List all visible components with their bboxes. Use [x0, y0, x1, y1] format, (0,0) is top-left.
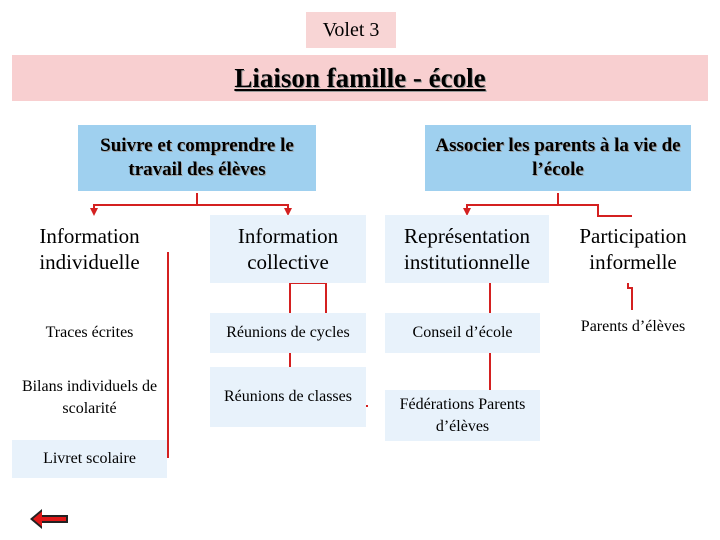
- item-bilans-individuels: Bilans individuels de scolarité: [21, 378, 158, 417]
- branch-left-to-individuelle: [94, 193, 197, 214]
- item-parents-eleves: Parents d’élèves: [580, 318, 686, 336]
- category-representation: Représentation institutionnelle: [385, 215, 549, 283]
- item-reunions-classes: Réunions de classes: [210, 367, 366, 427]
- header-follow-student-work: Suivre et comprendre le travail des élèves: [78, 125, 316, 191]
- branch-right-to-representation: [467, 193, 558, 214]
- item-federations-parents: Fédérations Parents d’élèves: [385, 390, 540, 441]
- item-livret-scolaire: Livret scolaire: [12, 440, 167, 478]
- category-info-individuelle: Information individuelle: [39, 223, 140, 274]
- category-info-collective: Information collective: [210, 215, 366, 283]
- branch-right-to-participation: [558, 193, 632, 216]
- line-participation-items: [628, 283, 632, 310]
- back-arrow-icon[interactable]: [28, 506, 72, 532]
- item-traces-ecrites: Traces écrites: [45, 324, 134, 342]
- category-participation: Participation informelle: [579, 223, 687, 274]
- branch-left-to-collective: [197, 205, 288, 214]
- item-reunions-cycles: Réunions de cycles: [210, 313, 366, 353]
- page-title: Liaison famille - école: [12, 55, 708, 101]
- header-involve-parents: Associer les parents à la vie de l’école: [425, 125, 691, 191]
- volet-label: Volet 3: [306, 12, 396, 48]
- item-conseil-ecole: Conseil d’école: [385, 313, 540, 353]
